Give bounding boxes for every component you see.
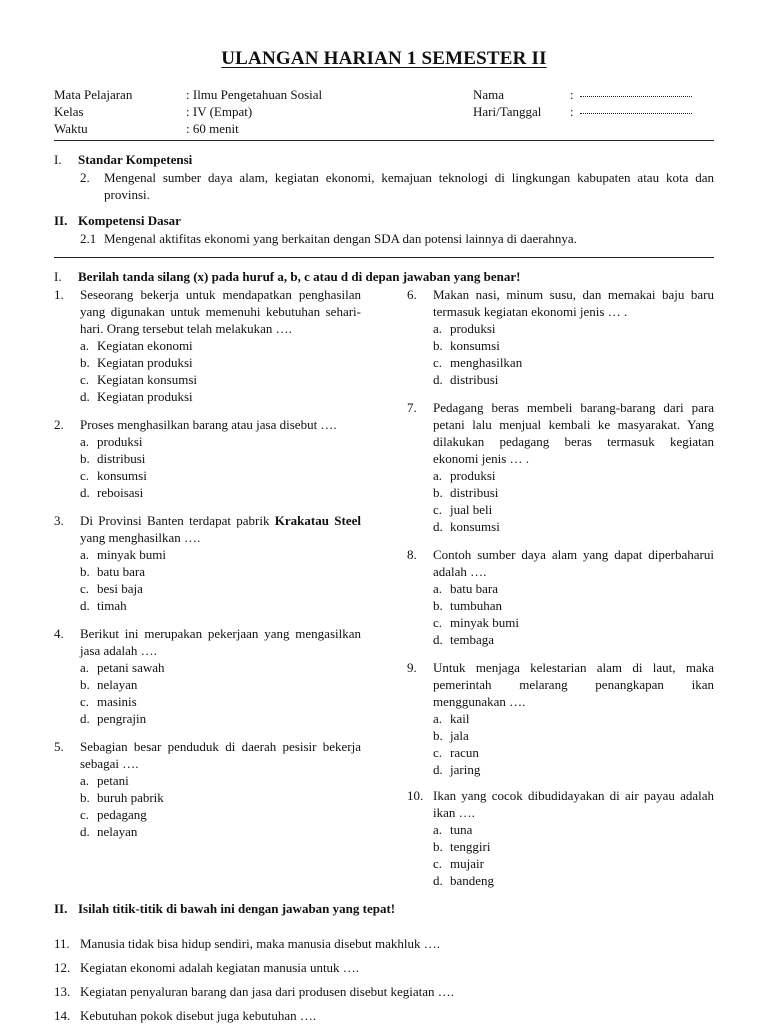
header-info-left	[54, 86, 322, 137]
info-label: Waktu	[54, 121, 88, 136]
info-row-subject	[54, 86, 322, 103]
option-text: konsumsi	[97, 468, 147, 483]
section-heading	[54, 900, 714, 917]
answer-option[interactable]	[80, 563, 361, 580]
question-number: 4.	[54, 626, 64, 641]
question-4	[54, 625, 361, 727]
option-text: minyak bumi	[97, 547, 166, 562]
option-text: buruh pabrik	[97, 790, 164, 805]
answer-option[interactable]	[433, 710, 714, 727]
question-text: Kebutuhan pokok disebut juga kebutuhan ….	[80, 1008, 317, 1023]
option-letter: c.	[433, 355, 443, 370]
question-text: Berikut ini merupakan pekerjaan yang mengasilkan jasa adalah ….	[80, 626, 361, 658]
option-text: petani sawah	[97, 660, 165, 675]
option-text: pengrajin	[97, 711, 147, 726]
answer-option[interactable]	[80, 710, 361, 727]
option-letter: b.	[80, 451, 90, 466]
question-number: 11.	[54, 936, 70, 951]
option-letter: a.	[433, 711, 443, 726]
question-text	[80, 512, 361, 546]
answer-option[interactable]	[80, 597, 361, 614]
option-letter: a.	[433, 581, 443, 596]
option-text: mujair	[450, 856, 484, 871]
option-text: produksi	[450, 468, 496, 483]
question-3	[54, 512, 361, 614]
question-14	[54, 1007, 714, 1031]
question-10	[407, 787, 714, 889]
option-letter: c.	[80, 468, 90, 483]
option-letter: b.	[80, 677, 90, 692]
option-letter: c.	[433, 745, 443, 760]
option-letter: b.	[80, 355, 90, 370]
answer-option[interactable]	[80, 337, 361, 354]
answer-option[interactable]	[433, 821, 714, 838]
question-number: 2.	[54, 417, 64, 432]
question-text: Seseorang bekerja untuk mendapatkan penghasilan yang digunakan untuk memenuhi kebutuhan sehari-hari. Orang tersebut telah melakukan ….	[80, 287, 361, 336]
question-text: Kegiatan penyaluran barang dan jasa dari produsen disebut kegiatan ….	[80, 984, 454, 999]
option-text: besi baja	[97, 581, 143, 596]
option-letter: d.	[80, 824, 90, 839]
question-1	[54, 286, 361, 405]
question-text: Contoh sumber daya alam yang dapat diperbaharui adalah ….	[433, 547, 714, 579]
question-number: 8.	[407, 547, 417, 562]
section-heading	[54, 151, 714, 168]
answer-option[interactable]	[433, 320, 714, 337]
answer-option[interactable]	[80, 484, 361, 501]
answer-option[interactable]	[433, 337, 714, 354]
option-letter: a.	[80, 773, 90, 788]
answer-option[interactable]	[433, 597, 714, 614]
answer-option[interactable]	[433, 761, 714, 778]
question-7	[407, 399, 714, 535]
question-text: Untuk menjaga kelestarian alam di laut, maka pemerintah melarang penangkapan ikan menggunakan ….	[433, 660, 714, 709]
option-text: masinis	[97, 694, 137, 709]
answer-option[interactable]	[80, 693, 361, 710]
answer-option[interactable]	[433, 501, 714, 518]
header-divider	[54, 140, 714, 141]
info-colon: :	[570, 104, 574, 119]
question-2	[54, 416, 361, 501]
option-text: batu bara	[450, 581, 499, 596]
answer-option[interactable]	[433, 744, 714, 761]
option-text: nelayan	[97, 677, 138, 692]
question-text: Manusia tidak bisa hidup sendiri, maka manusia disebut makhluk ….	[80, 936, 440, 951]
option-letter: c.	[433, 502, 443, 517]
option-text: konsumsi	[450, 338, 500, 353]
answer-option[interactable]	[433, 727, 714, 744]
date-fill-line[interactable]	[580, 103, 692, 114]
answer-option[interactable]	[433, 518, 714, 535]
option-text: produksi	[97, 434, 143, 449]
answer-option[interactable]	[80, 676, 361, 693]
question-column-left	[54, 286, 361, 840]
option-letter: c.	[80, 372, 90, 387]
option-letter: a.	[80, 547, 90, 562]
option-letter: d.	[433, 873, 443, 888]
section-divider	[54, 257, 714, 258]
option-text: produksi	[450, 321, 496, 336]
section-heading	[54, 268, 714, 285]
option-text: tuna	[450, 822, 473, 837]
answer-option[interactable]	[80, 433, 361, 450]
question-text: Makan nasi, minum susu, dan memakai baju baru termasuk kegiatan ekonomi jenis … .	[433, 287, 714, 319]
question-13	[54, 983, 714, 1007]
question-9	[407, 659, 714, 778]
answer-option[interactable]	[80, 354, 361, 371]
option-text: timah	[97, 598, 127, 613]
answer-option[interactable]	[433, 838, 714, 855]
option-letter: c.	[80, 807, 90, 822]
answer-option[interactable]	[80, 789, 361, 806]
option-letter: d.	[433, 762, 443, 777]
question-text-bold: Krakatau Steel	[274, 513, 361, 528]
section-number: II.	[54, 213, 68, 228]
info-value: : Ilmu Pengetahuan Sosial	[186, 87, 323, 102]
fill-in-questions	[54, 935, 714, 1031]
info-row-date	[473, 103, 692, 120]
question-text: Ikan yang cocok dibudidayakan di air payau adalah ikan ….	[433, 788, 714, 820]
info-row-time	[54, 120, 322, 137]
answer-option[interactable]	[80, 467, 361, 484]
answer-option[interactable]	[433, 354, 714, 371]
info-label: Mata Pelajaran	[54, 87, 133, 102]
option-letter: d.	[80, 485, 90, 500]
option-letter: a.	[80, 434, 90, 449]
option-text: distribusi	[97, 451, 146, 466]
answer-option[interactable]	[80, 371, 361, 388]
option-text: Kegiatan ekonomi	[97, 338, 193, 353]
answer-option[interactable]	[433, 872, 714, 889]
question-text-end: yang menghasilkan ….	[80, 530, 201, 545]
option-text: distribusi	[450, 485, 499, 500]
option-text: petani	[97, 773, 129, 788]
question-column-right	[407, 286, 714, 889]
option-letter: b.	[80, 790, 90, 805]
option-letter: b.	[433, 338, 443, 353]
question-number: 13.	[54, 984, 71, 999]
question-number: 7.	[407, 400, 417, 415]
question-number: 12.	[54, 960, 71, 975]
instruction-text: Isilah titik-titik di bawah ini dengan jawaban yang tepat!	[78, 901, 396, 916]
answer-option[interactable]	[80, 823, 361, 840]
option-text: minyak bumi	[450, 615, 519, 630]
option-letter: d.	[433, 632, 443, 647]
option-letter: a.	[80, 660, 90, 675]
question-11	[54, 935, 714, 959]
competency-item	[54, 169, 714, 203]
section-title: Standar Kompetensi	[78, 152, 193, 167]
option-text: menghasilkan	[450, 355, 523, 370]
info-value: : IV (Empat)	[186, 104, 253, 119]
section-title: Kompetensi Dasar	[78, 213, 181, 228]
option-letter: c.	[433, 856, 443, 871]
name-fill-line[interactable]	[580, 86, 692, 97]
option-letter: a.	[433, 321, 443, 336]
option-text: pedagang	[97, 807, 147, 822]
standar-kompetensi	[54, 151, 714, 203]
option-text: Kegiatan konsumsi	[97, 372, 198, 387]
section-number: I.	[54, 152, 62, 167]
answer-option[interactable]	[433, 614, 714, 631]
answer-option[interactable]	[433, 631, 714, 648]
option-letter: b.	[433, 839, 443, 854]
option-text: racun	[450, 745, 479, 760]
option-text: distribusi	[450, 372, 499, 387]
option-text: tenggiri	[450, 839, 491, 854]
info-value: : 60 menit	[186, 121, 239, 136]
option-letter: b.	[80, 564, 90, 579]
option-letter: c.	[80, 581, 90, 596]
option-text: bandeng	[450, 873, 495, 888]
option-text: kail	[450, 711, 470, 726]
part1-instruction	[54, 268, 714, 285]
instruction-text: Berilah tanda silang (x) pada huruf a, b, c atau d di depan jawaban yang benar!	[78, 269, 521, 284]
info-colon: :	[570, 87, 574, 102]
answer-option[interactable]	[433, 580, 714, 597]
header-info-right	[473, 86, 692, 120]
answer-option[interactable]	[80, 450, 361, 467]
item-number: 2.	[80, 170, 90, 185]
question-number: 5.	[54, 739, 64, 754]
item-text: Mengenal aktifitas ekonomi yang berkaitan dengan SDA dan potensi lainnya di daerahnya.	[104, 231, 577, 246]
option-letter: c.	[80, 694, 90, 709]
option-text: tumbuhan	[450, 598, 502, 613]
question-number: 9.	[407, 660, 417, 675]
answer-option[interactable]	[80, 659, 361, 676]
part2-instruction	[54, 900, 714, 917]
option-letter: a.	[80, 338, 90, 353]
section-number: I.	[54, 269, 62, 284]
option-text: konsumsi	[450, 519, 500, 534]
question-text-start: Di Provinsi Banten terdapat pabrik	[80, 513, 275, 528]
option-text: jaring	[450, 762, 481, 777]
answer-option[interactable]	[80, 388, 361, 405]
question-number: 3.	[54, 513, 64, 528]
question-5	[54, 738, 361, 840]
info-label: Hari/Tanggal	[473, 104, 542, 119]
question-number: 6.	[407, 287, 417, 302]
question-number: 10.	[407, 788, 424, 803]
answer-option[interactable]	[433, 484, 714, 501]
item-number: 2.1	[80, 231, 97, 246]
option-text: reboisasi	[97, 485, 144, 500]
question-text: Proses menghasilkan barang atau jasa disebut ….	[80, 417, 337, 432]
option-text: jual beli	[450, 502, 493, 517]
competency-item	[54, 230, 714, 247]
option-letter: b.	[433, 728, 443, 743]
info-label: Nama	[473, 87, 505, 102]
option-letter: c.	[433, 615, 443, 630]
info-label: Kelas	[54, 104, 84, 119]
answer-option[interactable]	[80, 806, 361, 823]
page-title: ULANGAN HARIAN 1 SEMESTER II	[221, 48, 547, 69]
option-letter: b.	[433, 485, 443, 500]
option-text: Kegiatan produksi	[97, 355, 193, 370]
question-8	[407, 546, 714, 648]
option-letter: a.	[433, 468, 443, 483]
question-12	[54, 959, 714, 983]
answer-option[interactable]	[80, 546, 361, 563]
answer-option[interactable]	[433, 467, 714, 484]
answer-option[interactable]	[433, 371, 714, 388]
option-letter: a.	[433, 822, 443, 837]
option-text: jala	[450, 728, 469, 743]
option-letter: d.	[80, 389, 90, 404]
question-6	[407, 286, 714, 388]
option-text: Kegiatan produksi	[97, 389, 193, 404]
answer-option[interactable]	[80, 772, 361, 789]
option-text: tembaga	[450, 632, 495, 647]
option-letter: d.	[433, 519, 443, 534]
kompetensi-dasar	[54, 212, 714, 247]
question-text: Pedagang beras membeli barang-barang dari para petani lalu menjual kembali ke masyarakat. Yang dilakukan pedagang beras termasuk kegiatan ekonomi jenis … .	[433, 400, 714, 466]
answer-option[interactable]	[80, 580, 361, 597]
question-number: 14.	[54, 1008, 71, 1023]
question-text: Sebagian besar penduduk di daerah pesisir bekerja sebagai ….	[80, 739, 361, 771]
option-letter: d.	[433, 372, 443, 387]
item-text: Mengenal sumber daya alam, kegiatan ekonomi, kemajuan teknologi di lingkungan kabupaten atau kota dan provinsi.	[104, 170, 714, 202]
option-letter: d.	[80, 711, 90, 726]
option-text: nelayan	[97, 824, 138, 839]
option-letter: b.	[433, 598, 443, 613]
option-text: batu bara	[97, 564, 146, 579]
section-heading	[54, 212, 714, 229]
option-letter: d.	[80, 598, 90, 613]
info-row-name	[473, 86, 692, 103]
answer-option[interactable]	[433, 855, 714, 872]
question-text: Kegiatan ekonomi adalah kegiatan manusia untuk ….	[80, 960, 360, 975]
info-row-class	[54, 103, 322, 120]
section-number: II.	[54, 901, 68, 916]
question-number: 1.	[54, 287, 64, 302]
